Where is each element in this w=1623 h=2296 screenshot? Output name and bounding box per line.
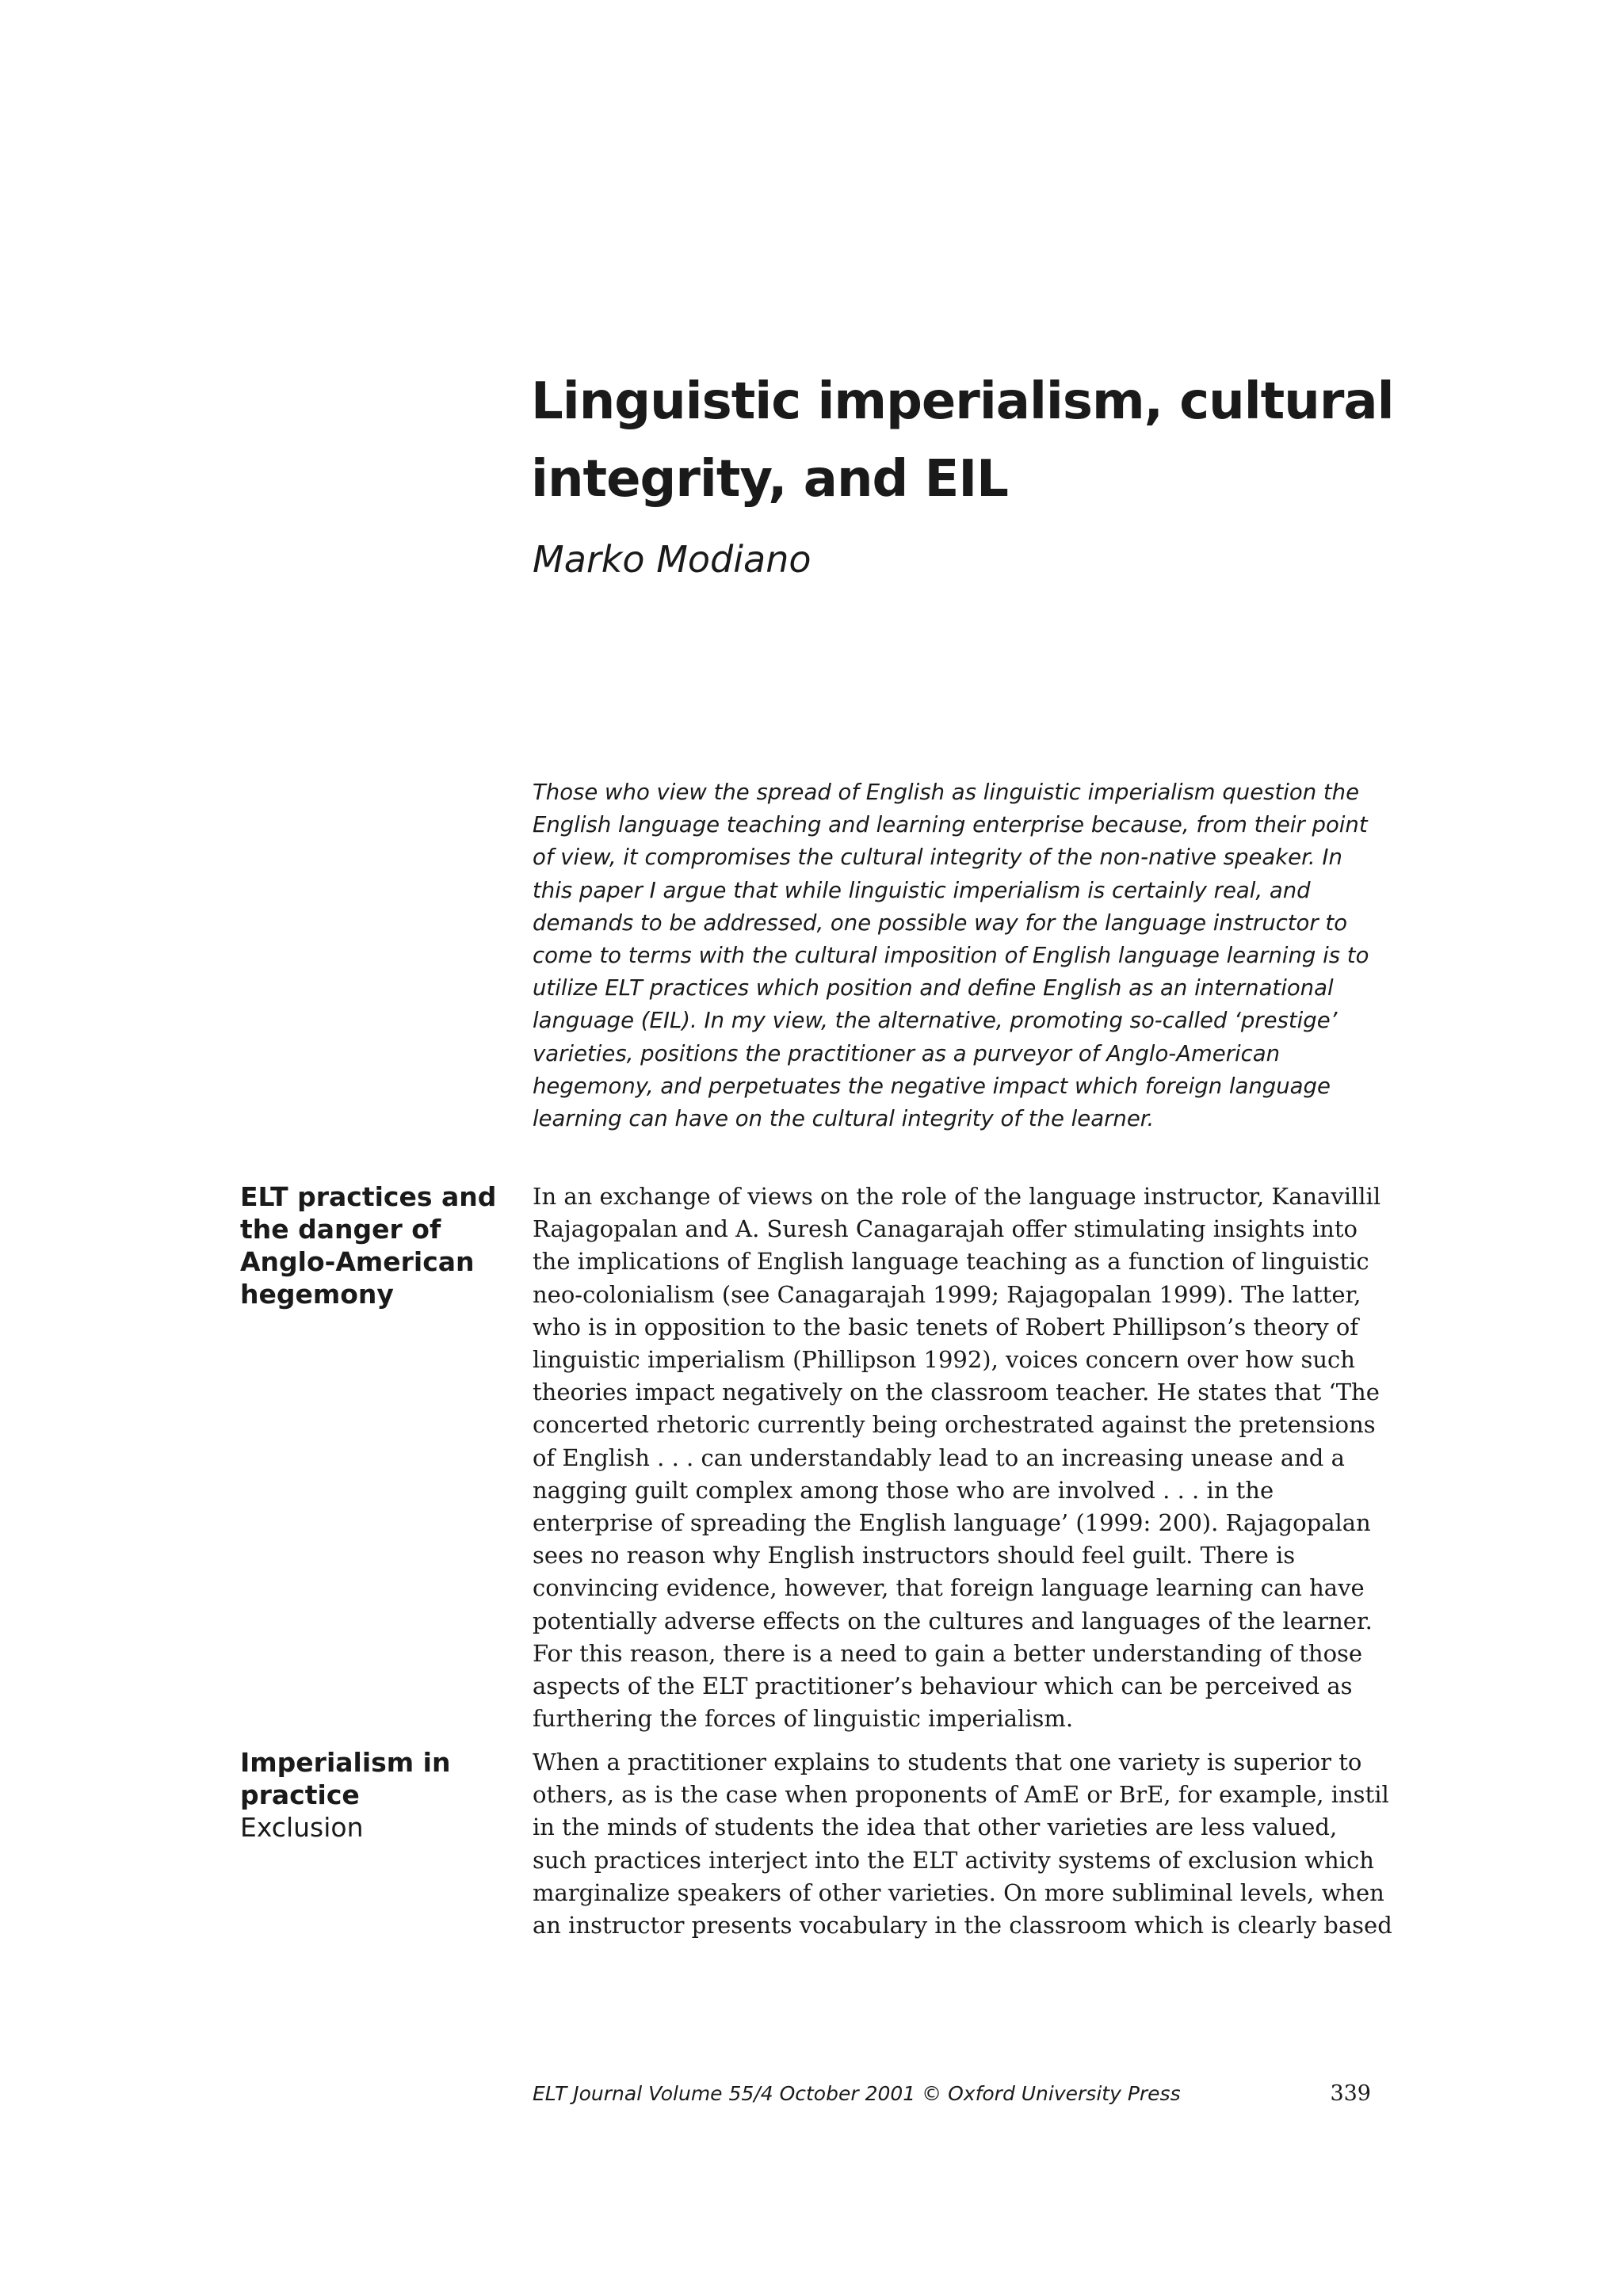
article-author: Marko Modiano bbox=[533, 538, 812, 581]
section-heading-title: ELT practices and the danger of Anglo-American hegemony bbox=[240, 1181, 497, 1310]
article-title: Linguistic imperialism, cultural integrity, and EIL bbox=[531, 372, 1394, 509]
section-heading-title: Imperialism in practice bbox=[240, 1747, 451, 1810]
section-body: In an exchange of views on the role of the language instructor, Kanavillil Rajagopalan and A. Suresh Canagarajah offer stimulating insights into the implications of English language teaching as a function of linguistic neo-colonialism (see Canagarajah 1999; Rajagopalan 1999). The latter, who is in opposition to the basic tenets of Robert Phillipson’s theory of linguistic imperialism (Phillipson 1992), voices concern over how such theories impact negatively on the classroom teacher. He states that ‘The concerted rhetoric currently being orchestrated against the pretensions of English . . . can understandably lead to an increasing unease and a nagging guilt complex among those who are involved . . . in the enterprise of spreading the English language’ (1999: 200). Rajagopalan sees no reason why English instructors should feel guilt. There is convincing evidence, however, that foreign language learning can have potentially adverse effects on the cultures and languages of the learner. For this reason, there is a need to gain a better understanding of those aspects of the ELT practitioner’s behaviour which can be perceived as furthering the forces of linguistic imperialism. bbox=[533, 1183, 1381, 1733]
section-heading bbox=[240, 1180, 502, 1310]
page-number: 339 bbox=[1330, 2081, 1371, 2106]
article-abstract: Those who view the spread of English as linguistic imperialism question the English language teaching and learning enterprise because, from their point of view, it compromises the cultural integrity of the non-native speaker. In this paper I argue that while linguistic imperialism is certainly real, and demands to be addressed, one possible way for the language instructor to come to terms with the cultural imposition of English language learning is to utilize ELT practices which position and define English as an international language (EIL). In my view, the alternative, promoting so-called ‘prestige’ varieties, positions the practitioner as a purveyor of Anglo-American hegemony, and perpetuates the negative impact which foreign language learning can have on the cultural integrity of the learner. bbox=[533, 780, 1369, 1132]
journal-citation: ELT Journal Volume 55/4 October 2001 © Oxford University Press bbox=[533, 2082, 1181, 2105]
section-subheading: Exclusion bbox=[240, 1812, 364, 1843]
section-body: When a practitioner explains to students that one variety is superior to others, as is the case when proponents of AmE or BrE, for example, instil in the minds of students the idea that other varieties are less valued, such practices interject into the ELT activity systems of exclusion which marginalize speakers of other varieties. On more subliminal levels, when an instructor presents vocabulary in the classroom which is clearly based bbox=[533, 1749, 1392, 1939]
section-heading bbox=[240, 1746, 502, 1844]
